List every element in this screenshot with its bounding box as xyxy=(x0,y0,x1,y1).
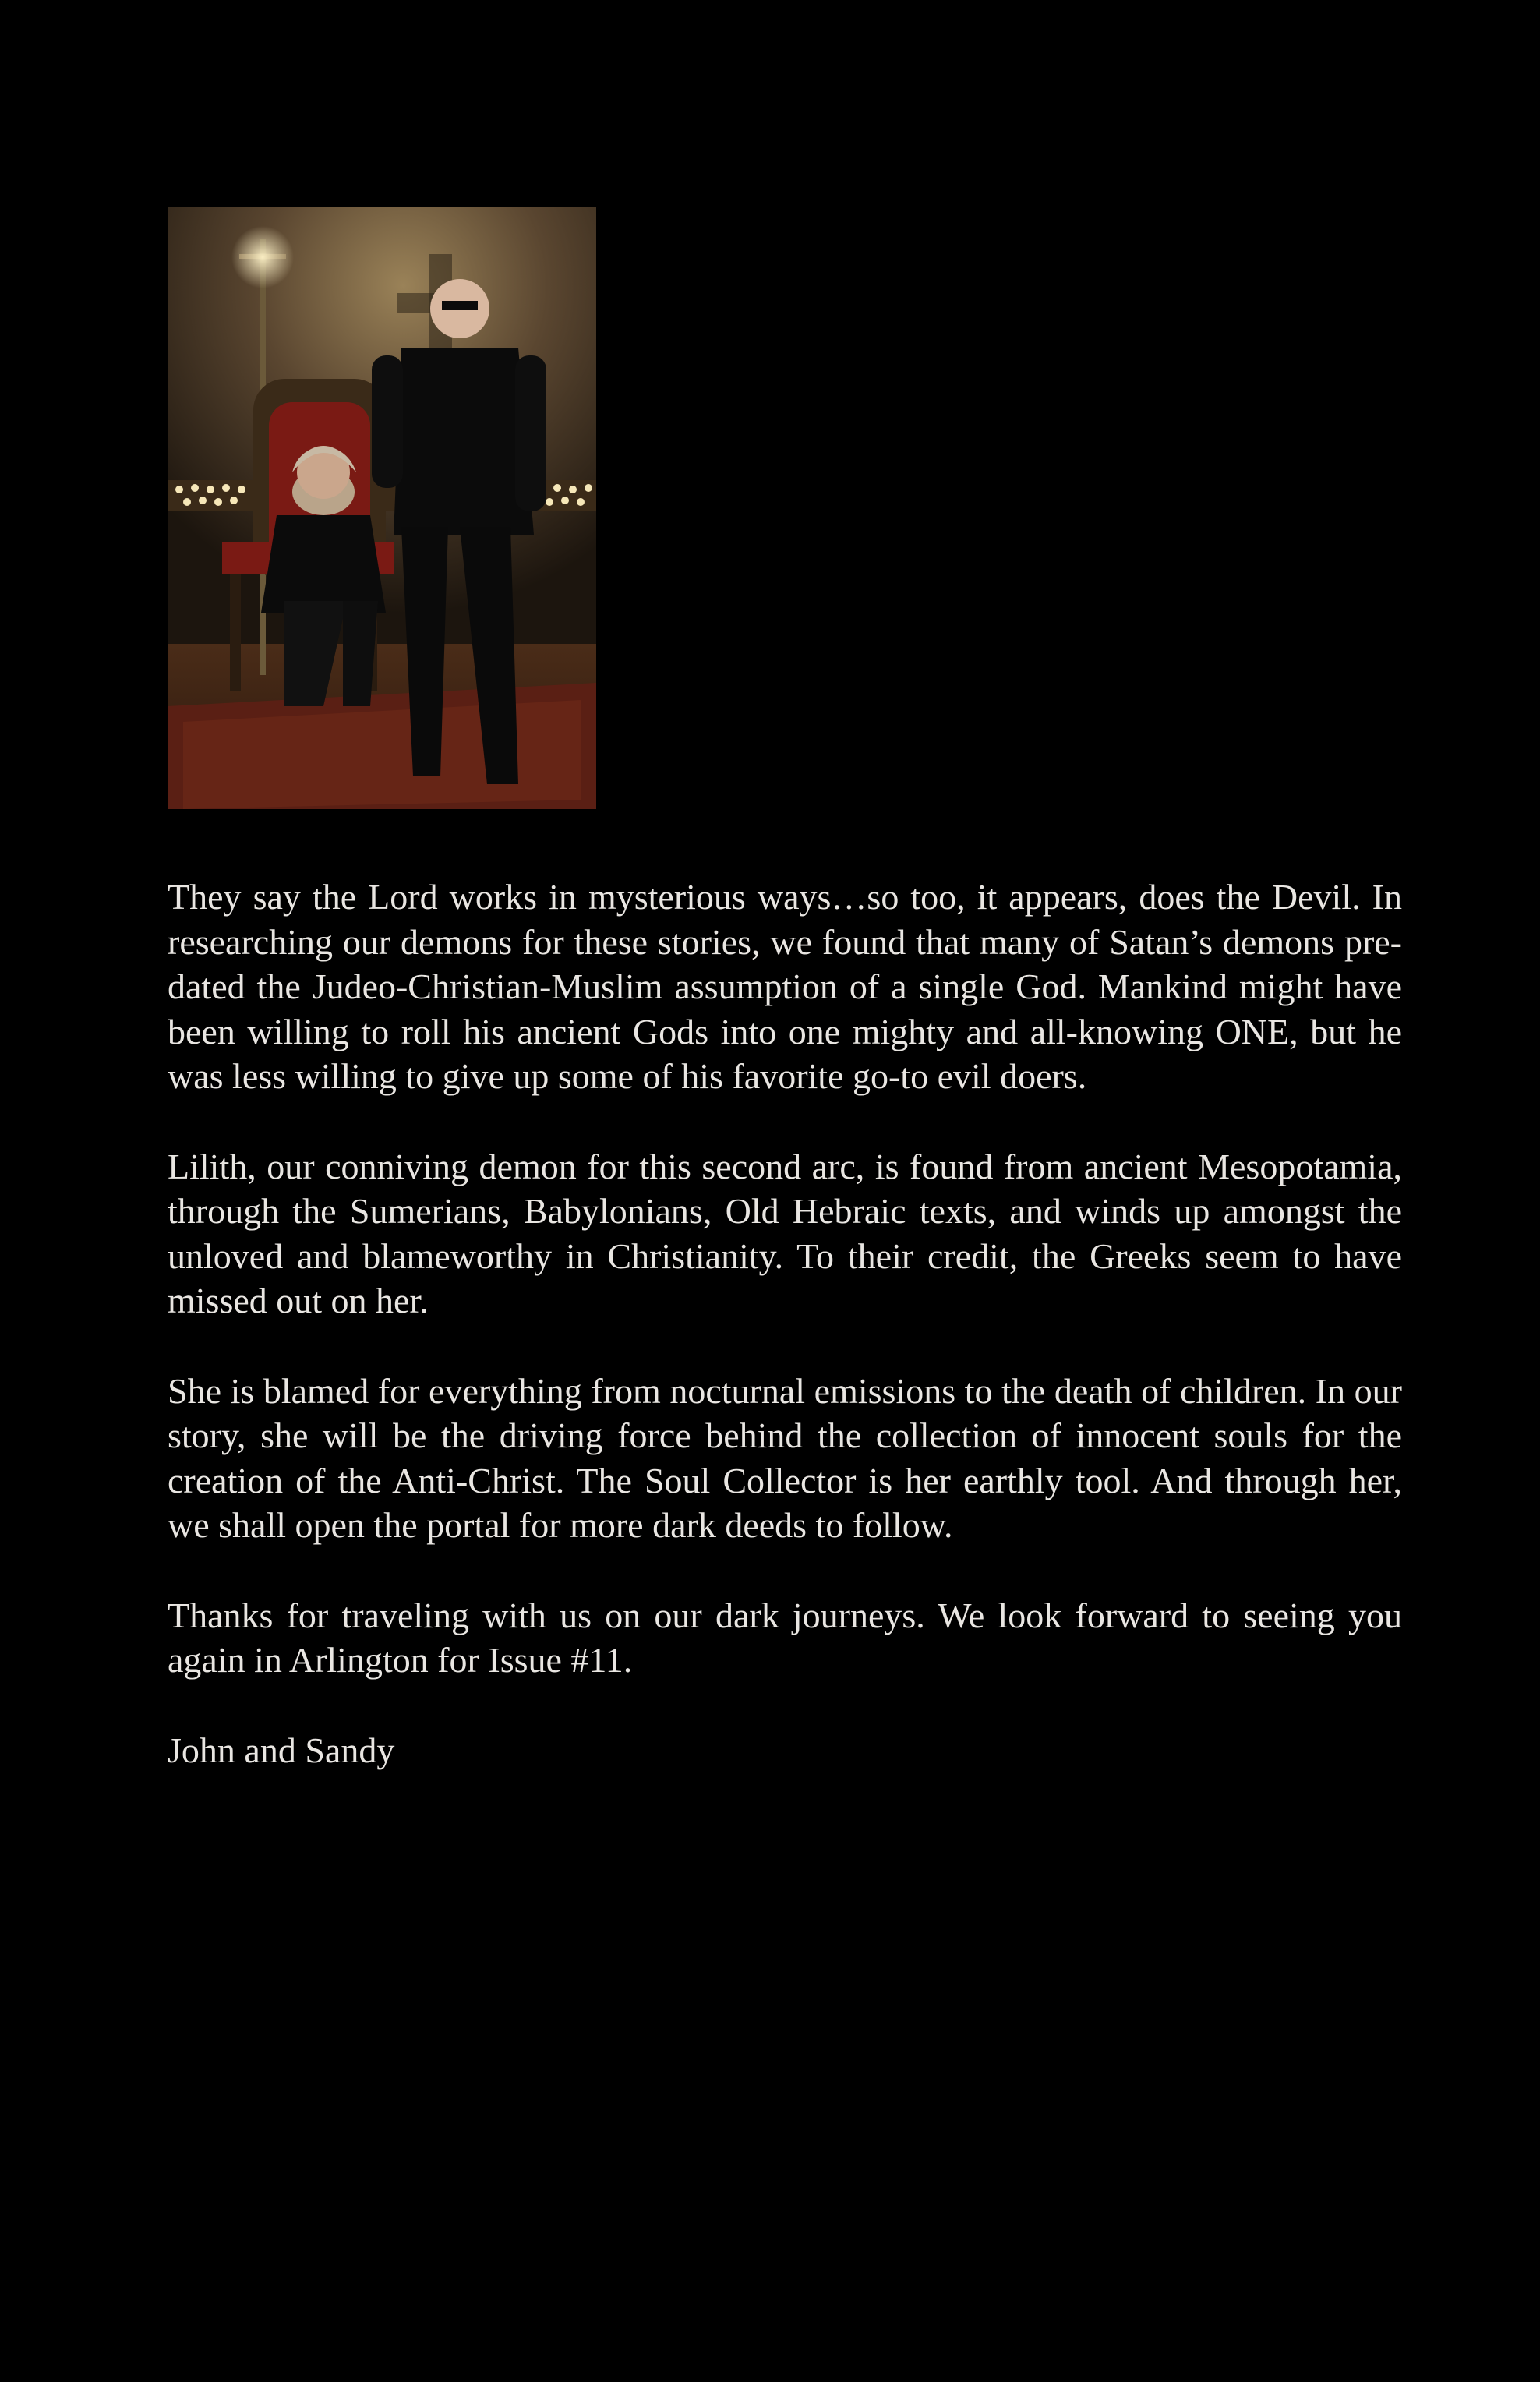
letter-body xyxy=(168,875,1402,1772)
portrait-photo-icon xyxy=(168,207,596,809)
portrait-photo xyxy=(168,207,596,809)
paragraph-2: Lilith, our conniving demon for this second arc, is found from ancient Mesopotamia, through the Sumerians, Babylonians, Old Hebraic texts, and winds up amongst the unloved and blameworthy in Christianity. To their credit, the Greeks seem to have missed out on her. xyxy=(168,1146,1402,1320)
signature: John and Sandy xyxy=(168,1730,395,1770)
paragraph-1: They say the Lord works in mysterious ways…so too, it appears, does the Devil. In researching our demons for these stories, we found that many of Satan’s demons pre-dated the Judeo-Christian-Muslim assumption of a single God. Mankind might have been willing to roll his ancient Gods into one mighty and all-knowing ONE, but he was less willing to give up some of his favorite go-to evil doers. xyxy=(168,877,1402,1096)
paragraph-4: Thanks for traveling with us on our dark journeys. We look forward to seeing you again in Arlington for Issue #11. xyxy=(168,1595,1402,1680)
paragraph-3: She is blamed for everything from nocturnal emissions to the death of children. In our story, she will be the driving force behind the collection of innocent souls for the creation of the Anti-Christ. The Soul Collector is her earthly tool. And through her, we shall open the portal for more dark deeds to follow. xyxy=(168,1370,1402,1545)
